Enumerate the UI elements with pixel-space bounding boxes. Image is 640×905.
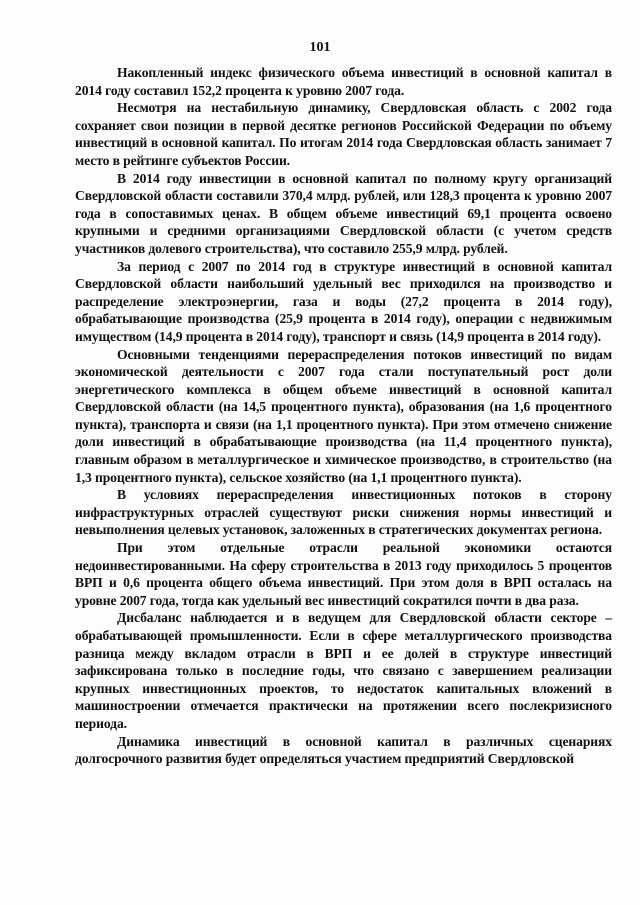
paragraph: За период с 2007 по 2014 год в структуре инвестиций в основной капитал Свердловской области наибольший удельный вес приходился на производство и распределение электроэнергии, газа и воды (27,2 процента в 2014 году), обрабатывающие производства (25,9 процента в 2014 году), операции с недвижимым имуществом (14,9 процента в 2014 году), транспорт и связь (14,9 процента в 2014 году). bbox=[75, 258, 612, 344]
paragraph: Дисбаланс наблюдается и в ведущем для Свердловской области секторе – обрабатывающей промышленности. Если в сфере металлургического производства разница между вкладом отрасли в ВРП и ее долей в структуре инвестиций зафиксирована только в последние годы, что связано с завершением реализации крупных инвестиционных проектов, то недостаток капитальных вложений в машиностроении отмечается практически на протяжении всего послекризисного периода. bbox=[75, 610, 612, 731]
paragraph: Несмотря на нестабильную динамику, Свердловская область с 2002 года сохраняет свои позиции в первой десятке регионов Российской Федерации по объему инвестиций в основной капитал. По итогам 2014 года Свердловская область занимает 7 место в рейтинге субъектов России. bbox=[75, 100, 612, 168]
paragraph: В условиях перераспределения инвестиционных потоков в сторону инфраструктурных отраслей существуют риски снижения нормы инвестиций и невыполнения целевых установок, заложенных в стратегических документах региона. bbox=[75, 487, 612, 538]
page-number: 101 bbox=[309, 40, 331, 55]
paragraph: Накопленный индекс физического объема инвестиций в основной капитал в 2014 году составил 152,2 процента к уровню 2007 года. bbox=[75, 65, 612, 98]
paragraph: В 2014 году инвестиции в основной капитал по полному кругу организаций Свердловской области составили 370,4 млрд. рублей, или 128,3 процента к уровню 2007 года в сопоставимых ценах. В общем объеме инвестиций 69,1 процента освоено крупными и средними организациями Свердловской области (с учетом средств участников долевого строительства), что составило 255,9 млрд. рублей. bbox=[75, 170, 612, 256]
paragraph: Динамика инвестиций в основной капитал в различных сценариях долгосрочного развития будет определяться участием предприятий Свердловской bbox=[75, 733, 612, 767]
paragraph: Основными тенденциями перераспределения потоков инвестиций по видам экономической деятельности с 2007 года стали поступательный рост доли энергетического комплекса в общем объеме инвестиций в основной капитал Свердловской области (на 14,5 процентного пункта), образования (на 1,6 процентного пункта), транспорта и связи (на 1,1 процентного пункта). При этом отмечено снижение доли инвестиций в обрабатывающие производства (на 11,4 процентного пункта), главным образом в металлургическое и химическое производство, в строительство (на 1,3 процентного пункта), сельское хозяйство (на 1,1 процентного пункта). bbox=[75, 346, 612, 485]
document-body bbox=[75, 64, 612, 768]
paragraph: При этом отдельные отрасли реальной экономики остаются недоинвестированными. На сферу строительства в 2013 году приходилось 5 процентов ВРП и 0,6 процента общего объема инвестиций. При этом доля в ВРП осталась на уровне 2007 года, тогда как удельный вес инвестиций сократился почти в два раза. bbox=[75, 540, 612, 608]
